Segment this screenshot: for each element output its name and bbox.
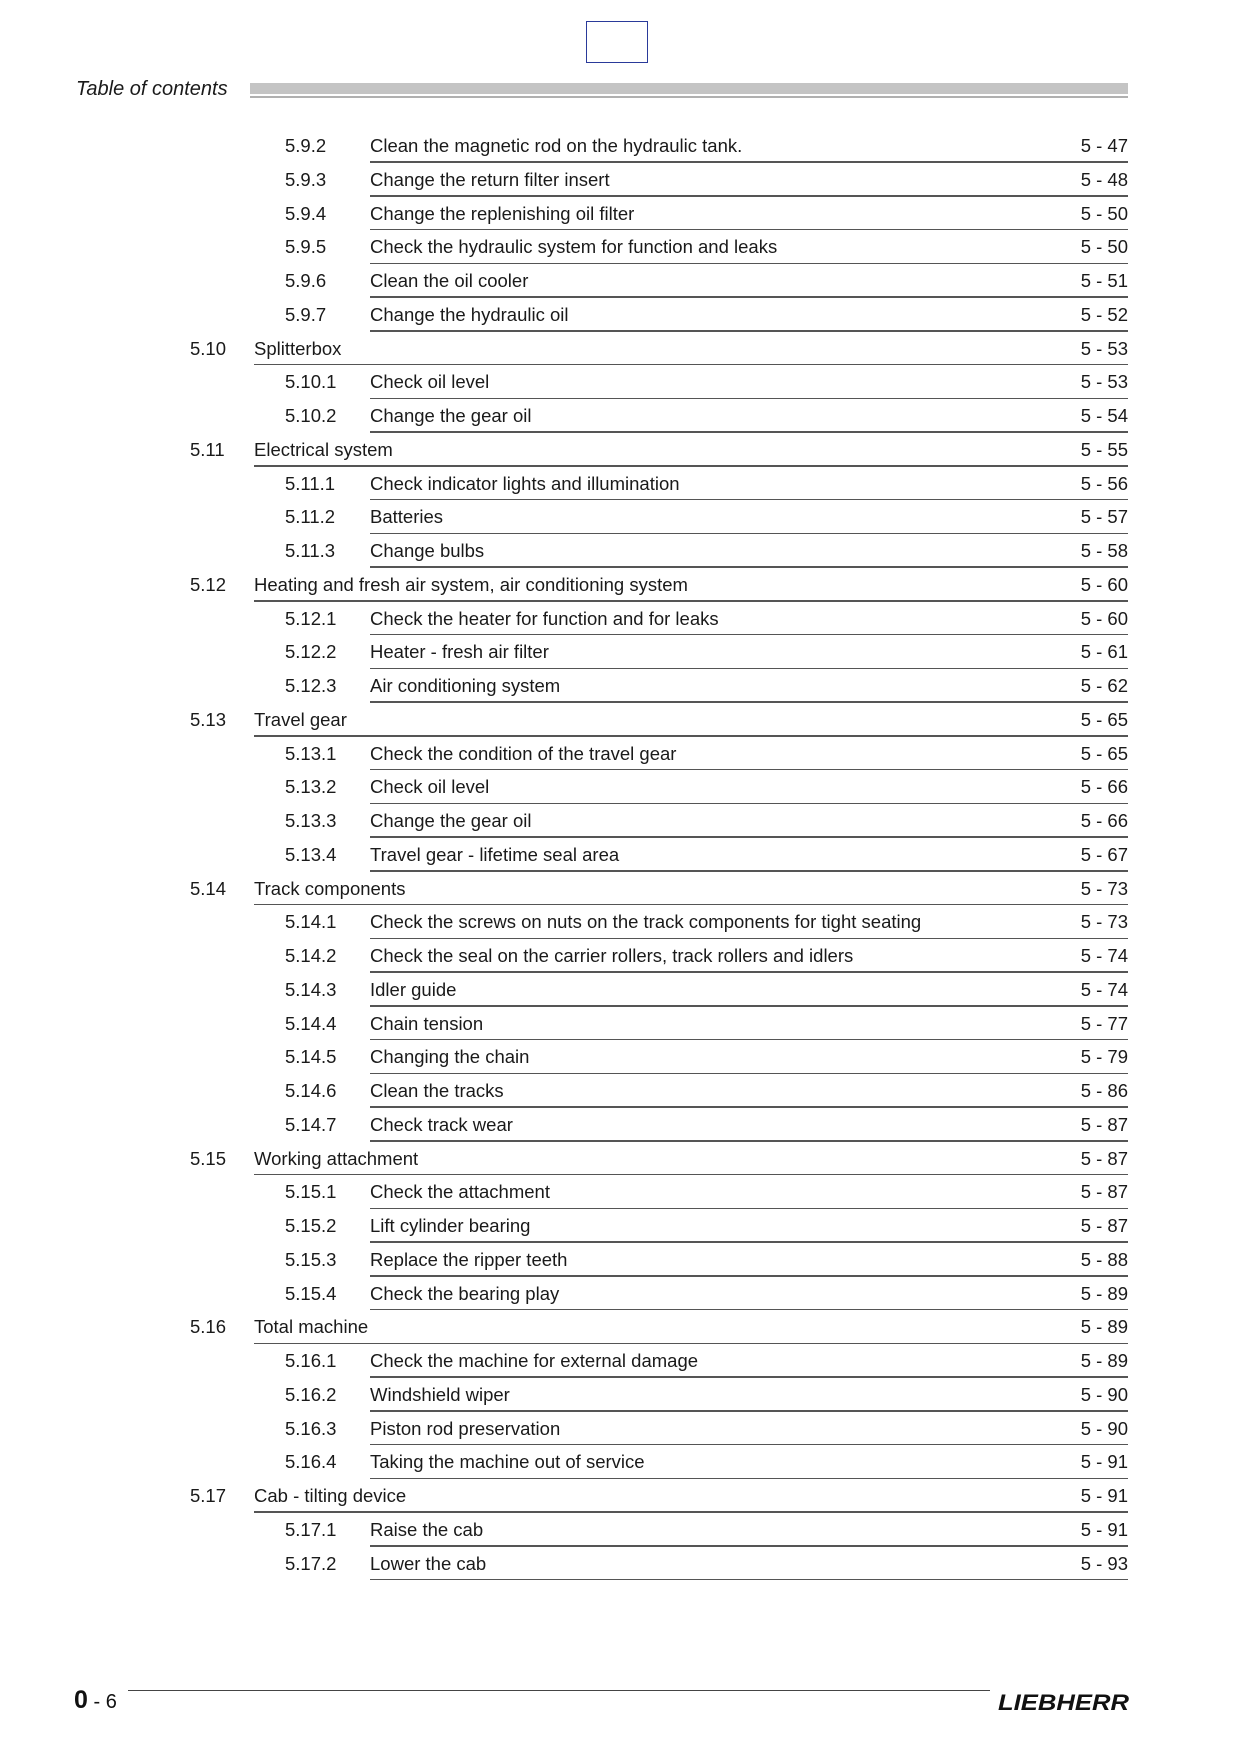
footer-separator: -	[87, 1691, 106, 1713]
toc-subsection-row[interactable]	[0, 1075, 1240, 1109]
toc-entry-number: 5.9.7	[285, 303, 327, 325]
toc-entry-number: 5.12.1	[285, 607, 337, 629]
footer-chapter-number: 0	[74, 1686, 88, 1714]
toc-entry-page[interactable]: 5 - 62	[1080, 675, 1128, 696]
toc-entry-title[interactable]: Taking the machine out of service	[370, 1451, 645, 1473]
toc-subsection-row[interactable]	[0, 164, 1240, 198]
toc-entry-rule	[370, 1309, 1128, 1311]
toc-entry-page[interactable]: 5 - 58	[1080, 540, 1128, 561]
toc-entry-title[interactable]: Raise the cab	[370, 1518, 484, 1540]
toc-entry-rule	[370, 1410, 1128, 1412]
toc-entry-number: 5.11	[190, 438, 225, 460]
toc-entry-number: 5.11.2	[285, 506, 336, 528]
toc-entry-title[interactable]: Change bulbs	[370, 540, 485, 561]
liebherr-logo-text: LIEBHERR	[998, 1691, 1129, 1713]
page-header-title: Table of contents	[76, 78, 228, 100]
toc-entry-title[interactable]: Check the seal on the carrier rollers, track rollers and idlers	[370, 945, 854, 966]
toc-entry-rule	[370, 431, 1128, 433]
toc-subsection-row[interactable]	[0, 1446, 1240, 1480]
toc-entry-title[interactable]: Idler guide	[370, 978, 457, 1000]
toc-entry-page[interactable]: 5 - 90	[1080, 1417, 1128, 1439]
toc-entry-number: 5.17	[190, 1485, 227, 1506]
toc-entry-title[interactable]: Lower the cab	[370, 1552, 487, 1574]
toc-entry-number: 5.16.2	[285, 1383, 337, 1405]
toc-entry-title[interactable]: Clean the oil cooler	[370, 270, 529, 291]
liebherr-logo	[998, 1691, 1129, 1713]
toc-section-row[interactable]	[0, 569, 1240, 603]
toc-entry-title[interactable]: Change the gear oil	[370, 405, 532, 426]
toc-entry-page[interactable]: 5 - 87	[1080, 1113, 1128, 1135]
toc-entry-rule	[370, 769, 1128, 771]
header-bar	[250, 83, 1128, 94]
toc-subsection-row[interactable]	[0, 839, 1240, 873]
toc-entry-rule	[370, 1444, 1128, 1446]
toc-entry-rule	[370, 870, 1128, 872]
toc-entry-rule	[254, 465, 1128, 467]
toc-entry-title[interactable]: Check the screws on nuts on the track components for tight seating	[370, 911, 922, 933]
toc-entry-page[interactable]: 5 - 74	[1080, 978, 1128, 1000]
toc-subsection-row[interactable]	[0, 974, 1240, 1008]
toc-entry-page[interactable]: 5 - 66	[1080, 810, 1128, 831]
footer-page-number	[74, 1686, 117, 1715]
toc-entry-page[interactable]: 5 - 48	[1080, 168, 1128, 190]
toc-entry-title[interactable]: Travel gear	[254, 708, 347, 730]
toc-entry-title[interactable]: Travel gear - lifetime seal area	[370, 843, 620, 865]
toc-subsection-row[interactable]	[0, 468, 1240, 502]
toc-section-row[interactable]	[0, 873, 1240, 907]
toc-entry-rule	[370, 1208, 1128, 1210]
toc-entry-page[interactable]: 5 - 73	[1080, 911, 1128, 933]
toc-entry-rule	[370, 195, 1128, 197]
toc-entry-title[interactable]: Cab - tilting device	[254, 1485, 407, 1506]
toc-entry-title[interactable]: Changing the chain	[370, 1046, 530, 1068]
toc-subsection-row[interactable]	[0, 535, 1240, 569]
toc-entry-number: 5.9.4	[285, 202, 327, 224]
toc-subsection-row[interactable]	[0, 1244, 1240, 1278]
toc-entry-page[interactable]: 5 - 73	[1080, 877, 1128, 899]
toc-entry-rule	[370, 398, 1128, 400]
toc-section-row[interactable]	[0, 1480, 1240, 1514]
toc-entry-title[interactable]: Change the replenishing oil filter	[370, 202, 635, 224]
toc-entry-rule	[370, 1275, 1128, 1277]
toc-subsection-row[interactable]	[0, 1041, 1240, 1075]
toc-entry-number: 5.14.6	[285, 1080, 337, 1101]
toc-entry-title[interactable]: Check the machine for external damage	[370, 1350, 699, 1371]
header-divider	[250, 96, 1128, 98]
toc-entry-number: 5.14.3	[285, 978, 337, 1000]
toc-entry-number: 5.12.3	[285, 675, 337, 696]
toc-entry-title[interactable]: Working attachment	[254, 1147, 419, 1169]
toc-entry-page[interactable]: 5 - 51	[1080, 270, 1128, 291]
toc-entry-page[interactable]: 5 - 87	[1080, 1147, 1128, 1169]
toc-subsection-row[interactable]	[0, 906, 1240, 940]
toc-entry-rule	[370, 566, 1128, 568]
toc-entry-page[interactable]: 5 - 65	[1080, 708, 1128, 730]
toc-entry-title[interactable]: Track components	[254, 877, 406, 899]
toc-entry-rule	[370, 296, 1128, 298]
toc-subsection-row[interactable]	[0, 1413, 1240, 1447]
toc-subsection-row[interactable]	[0, 400, 1240, 434]
toc-entry-rule	[370, 1241, 1128, 1243]
toc-entry-title[interactable]: Check indicator lights and illumination	[370, 472, 680, 494]
toc-entry-rule	[370, 634, 1128, 636]
toc-entry-page[interactable]: 5 - 60	[1080, 573, 1128, 595]
toc-section-row[interactable]	[0, 1311, 1240, 1345]
toc-entry-rule	[370, 1545, 1128, 1547]
toc-subsection-row[interactable]	[0, 1210, 1240, 1244]
toc-entry-title[interactable]: Total machine	[254, 1316, 369, 1338]
toc-entry-number: 5.10	[190, 337, 227, 359]
toc-entry-page[interactable]: 5 - 86	[1080, 1080, 1128, 1101]
toc-subsection-row[interactable]	[0, 940, 1240, 974]
toc-section-row[interactable]	[0, 434, 1240, 468]
toc-entry-number: 5.16.1	[285, 1350, 337, 1371]
toc-entry-page[interactable]: 5 - 89	[1080, 1316, 1128, 1338]
toc-entry-number: 5.15.4	[285, 1282, 337, 1304]
footer-page: 6	[105, 1691, 117, 1713]
toc-entry-page[interactable]: 5 - 79	[1080, 1046, 1128, 1068]
toc-entry-title[interactable]: Check the attachment	[370, 1181, 550, 1203]
toc-entry-number: 5.13.4	[285, 843, 337, 865]
toc-entry-number: 5.10.2	[285, 405, 337, 426]
toc-entry-title[interactable]: Change the gear oil	[370, 810, 532, 831]
toc-section-row[interactable]	[0, 1143, 1240, 1177]
toc-entry-page[interactable]: 5 - 52	[1080, 303, 1128, 325]
toc-subsection-row[interactable]	[0, 501, 1240, 535]
toc-entry-page[interactable]: 5 - 65	[1080, 742, 1128, 764]
toc-entry-number: 5.9.3	[285, 168, 327, 190]
toc-entry-number: 5.13.1	[285, 742, 337, 764]
toc-section-row[interactable]	[0, 704, 1240, 738]
toc-entry-number: 5.14.2	[285, 945, 337, 966]
toc-entry-title[interactable]: Check the heater for function and for leaks	[370, 607, 719, 629]
toc-entry-rule	[370, 1140, 1128, 1142]
toc-entry-rule	[370, 229, 1128, 231]
toc-entry-title[interactable]: Check track wear	[370, 1113, 513, 1135]
toc-entry-number: 5.12.2	[285, 641, 337, 663]
toc-entry-rule	[370, 1478, 1128, 1480]
toc-entry-number: 5.14	[190, 877, 227, 899]
toc-entry-page[interactable]: 5 - 54	[1080, 405, 1128, 426]
toc-entry-page[interactable]: 5 - 50	[1080, 236, 1128, 258]
toc-entry-number: 5.9.6	[285, 270, 327, 291]
toc-subsection-row[interactable]	[0, 366, 1240, 400]
toc-subsection-row[interactable]	[0, 1176, 1240, 1210]
toc-entry-title[interactable]: Change the hydraulic oil	[370, 303, 569, 325]
toc-entry-page[interactable]: 5 - 67	[1080, 843, 1128, 865]
toc-entry-page[interactable]: 5 - 91	[1080, 1485, 1128, 1506]
toc-entry-title[interactable]: Clean the magnetic rod on the hydraulic tank.	[370, 135, 743, 156]
toc-entry-rule	[370, 938, 1128, 940]
toc-entry-number: 5.9.2	[285, 135, 327, 156]
toc-entry-page[interactable]: 5 - 53	[1080, 371, 1128, 393]
toc-entry-page[interactable]: 5 - 74	[1080, 945, 1128, 966]
toc-entry-number: 5.15.2	[285, 1215, 337, 1236]
toc-subsection-row[interactable]	[0, 805, 1240, 839]
toc-entry-number: 5.12	[190, 573, 227, 595]
toc-entry-title[interactable]: Splitterbox	[254, 337, 342, 359]
toc-entry-title[interactable]: Batteries	[370, 506, 444, 528]
toc-entry-rule	[254, 735, 1128, 737]
toc-entry-title[interactable]: Check oil level	[370, 371, 490, 393]
toc-entry-rule	[370, 971, 1128, 973]
toc-entry-title[interactable]: Replace the ripper teeth	[370, 1248, 568, 1270]
toc-subsection-row[interactable]	[0, 1008, 1240, 1042]
toc-entry-number: 5.13	[190, 708, 227, 730]
toc-entry-page[interactable]: 5 - 91	[1080, 1518, 1128, 1540]
toc-entry-rule	[254, 904, 1128, 906]
toc-entry-number: 5.14.5	[285, 1046, 337, 1068]
footer-divider	[128, 1690, 990, 1691]
toc-entry-number: 5.11.3	[285, 540, 336, 561]
toc-entry-page[interactable]: 5 - 60	[1080, 607, 1128, 629]
toc-subsection-row[interactable]	[0, 1548, 1240, 1582]
toc-subsection-row[interactable]	[0, 771, 1240, 805]
toc-entry-rule	[370, 668, 1128, 670]
toc-entry-page[interactable]: 5 - 66	[1080, 776, 1128, 798]
page-frame-box	[586, 21, 648, 63]
toc-entry-rule	[370, 263, 1128, 265]
toc-entry-page[interactable]: 5 - 88	[1080, 1248, 1128, 1270]
toc-entry-rule	[370, 1579, 1128, 1581]
toc-subsection-row[interactable]	[0, 738, 1240, 772]
toc-entry-page[interactable]: 5 - 87	[1080, 1215, 1128, 1236]
toc-subsection-row[interactable]	[0, 130, 1240, 164]
toc-entry-title[interactable]: Check oil level	[370, 776, 490, 798]
toc-entry-rule	[370, 533, 1128, 535]
toc-entry-page[interactable]: 5 - 55	[1080, 438, 1128, 460]
toc-entry-rule	[370, 1106, 1128, 1108]
toc-entry-title[interactable]: Change the return filter insert	[370, 168, 610, 190]
toc-entry-rule	[370, 330, 1128, 332]
toc-subsection-row[interactable]	[0, 603, 1240, 637]
toc-entry-rule	[370, 161, 1128, 163]
toc-entry-title[interactable]: Lift cylinder bearing	[370, 1215, 531, 1236]
toc-entry-page[interactable]: 5 - 87	[1080, 1181, 1128, 1203]
toc-entry-number: 5.17.1	[285, 1518, 337, 1540]
toc-entry-page[interactable]: 5 - 53	[1080, 337, 1128, 359]
toc-subsection-row[interactable]	[0, 231, 1240, 265]
toc-entry-page[interactable]: 5 - 91	[1080, 1451, 1128, 1473]
toc-subsection-row[interactable]	[0, 1514, 1240, 1548]
toc-entry-number: 5.14.1	[285, 911, 337, 933]
toc-subsection-row[interactable]	[0, 198, 1240, 232]
toc-entry-page[interactable]: 5 - 89	[1080, 1282, 1128, 1304]
toc-entry-page[interactable]: 5 - 57	[1080, 506, 1128, 528]
toc-entry-rule	[370, 803, 1128, 805]
toc-subsection-row[interactable]	[0, 670, 1240, 704]
toc-entry-rule	[370, 1376, 1128, 1378]
toc-entry-page[interactable]: 5 - 50	[1080, 202, 1128, 224]
toc-entry-rule	[370, 1073, 1128, 1075]
toc-entry-title[interactable]: Air conditioning system	[370, 675, 561, 696]
table-of-contents	[0, 130, 1240, 1581]
toc-subsection-row[interactable]	[0, 1278, 1240, 1312]
toc-entry-number: 5.13.2	[285, 776, 337, 798]
toc-entry-number: 5.9.5	[285, 236, 327, 258]
toc-entry-page[interactable]: 5 - 77	[1080, 1012, 1128, 1034]
toc-entry-title[interactable]: Check the hydraulic system for function and leaks	[370, 236, 778, 258]
toc-entry-number: 5.13.3	[285, 810, 337, 831]
toc-entry-title[interactable]: Chain tension	[370, 1012, 484, 1034]
toc-entry-title[interactable]: Check the condition of the travel gear	[370, 742, 677, 764]
toc-entry-page[interactable]: 5 - 56	[1080, 472, 1128, 494]
toc-entry-number: 5.16.3	[285, 1417, 337, 1439]
toc-entry-number: 5.16.4	[285, 1451, 337, 1473]
toc-section-row[interactable]	[0, 333, 1240, 367]
toc-subsection-row[interactable]	[0, 299, 1240, 333]
toc-entry-page[interactable]: 5 - 61	[1080, 641, 1128, 663]
toc-entry-rule	[370, 1039, 1128, 1041]
toc-entry-rule	[370, 499, 1128, 501]
toc-entry-rule	[254, 600, 1128, 602]
toc-subsection-row[interactable]	[0, 1345, 1240, 1379]
toc-entry-number: 5.15	[190, 1147, 227, 1169]
toc-entry-rule	[254, 1511, 1128, 1513]
toc-entry-page[interactable]: 5 - 47	[1080, 135, 1128, 156]
toc-entry-rule	[370, 836, 1128, 838]
toc-entry-title[interactable]: Clean the tracks	[370, 1080, 504, 1101]
toc-entry-number: 5.15.1	[285, 1181, 337, 1203]
toc-entry-rule	[254, 364, 1128, 366]
toc-entry-title[interactable]: Electrical system	[254, 438, 393, 460]
toc-entry-page[interactable]: 5 - 89	[1080, 1350, 1128, 1371]
toc-entry-number: 5.14.4	[285, 1012, 337, 1034]
toc-entry-page[interactable]: 5 - 90	[1080, 1383, 1128, 1405]
toc-subsection-row[interactable]	[0, 636, 1240, 670]
toc-subsection-row[interactable]	[0, 265, 1240, 299]
toc-entry-title[interactable]: Piston rod preservation	[370, 1417, 561, 1439]
toc-entry-number: 5.17.2	[285, 1552, 337, 1574]
toc-entry-number: 5.10.1	[285, 371, 337, 393]
toc-entry-rule	[370, 701, 1128, 703]
toc-entry-number: 5.16	[190, 1316, 227, 1338]
toc-entry-title[interactable]: Windshield wiper	[370, 1383, 510, 1405]
toc-subsection-row[interactable]	[0, 1379, 1240, 1413]
toc-entry-title[interactable]: Heater - fresh air filter	[370, 641, 549, 663]
toc-entry-title[interactable]: Heating and fresh air system, air conditioning system	[254, 573, 688, 595]
toc-entry-number: 5.11.1	[285, 472, 336, 494]
toc-entry-rule	[370, 1005, 1128, 1007]
toc-subsection-row[interactable]	[0, 1109, 1240, 1143]
toc-entry-page[interactable]: 5 - 93	[1080, 1552, 1128, 1574]
toc-entry-rule	[254, 1343, 1128, 1345]
toc-entry-rule	[254, 1174, 1128, 1176]
toc-entry-title[interactable]: Check the bearing play	[370, 1282, 560, 1304]
toc-entry-number: 5.15.3	[285, 1248, 337, 1270]
toc-entry-number: 5.14.7	[285, 1113, 337, 1135]
